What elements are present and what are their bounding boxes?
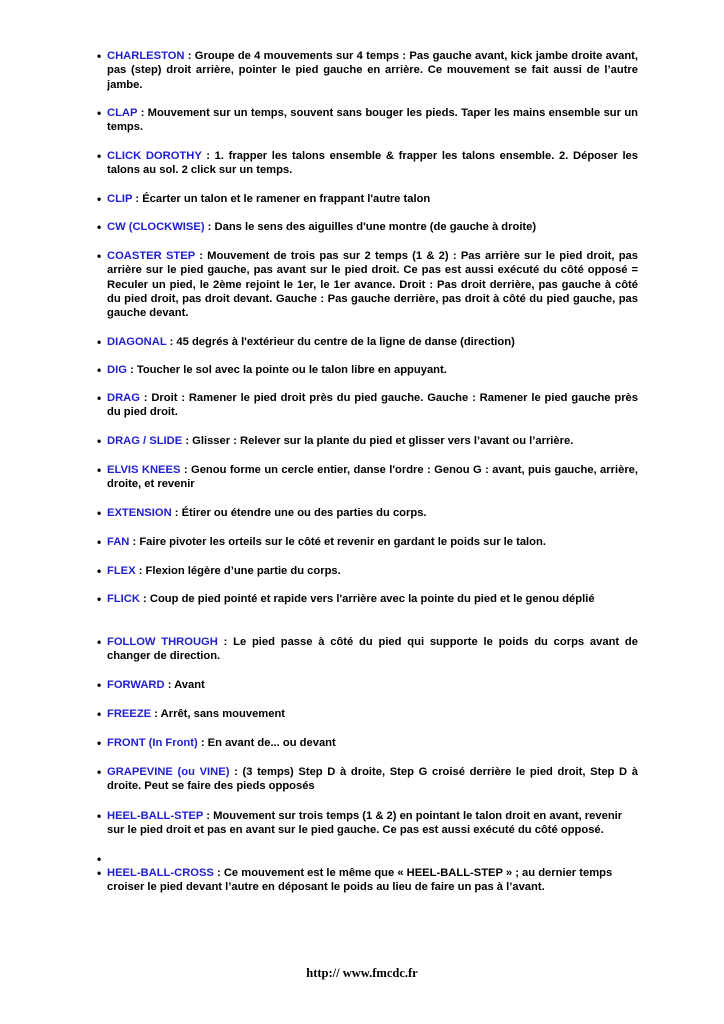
glossary-entry	[97, 220, 638, 234]
bullet: •	[97, 49, 102, 63]
entry-term: DIG	[107, 364, 127, 376]
bullet: •	[97, 635, 102, 649]
bullet: •	[97, 192, 102, 206]
entry-definition: : Ce mouvement est le même que « HEEL-BALL-STEP » ; au dernier temps croiser le pied devant l’autre en déposant le poids au lieu de faire un pas à l’avant.	[107, 867, 613, 894]
entry-definition: : En avant de... ou devant	[197, 737, 336, 749]
entry-definition: : Genou forme un cercle entier, danse l'ordre : Genou G : avant, puis gauche, arrière, droite, et revenir	[107, 464, 638, 491]
glossary-entry	[97, 635, 638, 664]
entry-definition: : Mouvement sur trois temps (1 & 2) en pointant le talon droit en avant, revenir sur le pied droit et pas en avant sur le pied gauche. Ce pas est aussi exécuté du côté opposé.	[107, 810, 623, 837]
entry-definition: : Mouvement sur un temps, souvent sans bouger les pieds. Taper les mains ensemble sur un temps.	[107, 107, 638, 134]
entry-definition: : Droit : Ramener le pied droit près du pied gauche. Gauche : Ramener le pied gauche près du pied droit.	[107, 392, 638, 419]
bullet: •	[97, 220, 102, 234]
entry-definition: : Arrêt, sans mouvement	[151, 708, 286, 720]
bullet: •	[97, 335, 102, 349]
bullet: •	[97, 707, 102, 721]
glossary-entry	[97, 391, 638, 420]
footer-url: http:// www.fmcdc.fr	[306, 966, 418, 980]
entry-term: CLAP	[107, 107, 138, 119]
bullet: •	[97, 592, 102, 606]
bullet: •	[97, 535, 102, 549]
glossary-entry	[97, 335, 638, 349]
glossary-entry	[97, 506, 638, 520]
entry-definition: : Glisser : Relever sur la plante du pied et glisser vers l’avant ou l’arrière.	[182, 435, 574, 447]
bullet: •	[97, 564, 102, 578]
glossary-entry	[97, 564, 638, 578]
entry-term: CLIP	[107, 193, 133, 205]
glossary-entry	[97, 678, 638, 692]
entry-definition: : Flexion légère d’une partie du corps.	[135, 565, 341, 577]
entry-term: CLICK DOROTHY	[107, 150, 202, 162]
entry-definition: : 1. frapper les talons ensemble & frapper les talons ensemble. 2. Déposer les talons au sol. 2 click sur un temps.	[107, 150, 638, 177]
bullet: •	[97, 434, 102, 448]
entry-term: FLEX	[107, 565, 136, 577]
bullet: •	[97, 866, 102, 880]
bullet: •	[97, 249, 102, 263]
entry-definition: : Étirer ou étendre une ou des parties du corps.	[171, 507, 427, 519]
entry-term: COASTER STEP	[107, 250, 195, 262]
bullet: •	[97, 391, 102, 405]
bullet: •	[97, 809, 102, 823]
glossary-entry	[97, 49, 638, 92]
bullet: •	[97, 765, 102, 779]
glossary-entry	[97, 434, 638, 448]
entry-term: EXTENSION	[107, 507, 172, 519]
entry-term: ELVIS KNEES	[107, 464, 181, 476]
entry-term: FLICK	[107, 593, 140, 605]
entry-definition: : Le pied passe à côté du pied qui supporte le poids du corps avant de changer de direction.	[107, 636, 638, 663]
entry-definition: : Dans le sens des aiguilles d'une montre (de gauche à droite)	[204, 221, 537, 233]
entry-term: HEEL-BALL-STEP	[107, 810, 204, 822]
bullet: •	[97, 852, 102, 866]
entry-term: GRAPEVINE (ou VINE)	[107, 766, 230, 778]
entry-definition: : Écarter un talon et le ramener en frappant l'autre talon	[132, 193, 431, 205]
glossary-entry	[97, 592, 638, 606]
entry-definition: : 45 degrés à l'extérieur du centre de la ligne de danse (direction)	[166, 336, 515, 348]
glossary-entry	[97, 809, 638, 838]
glossary-entry	[97, 192, 638, 206]
glossary-entry	[97, 535, 638, 549]
entry-term: CW (CLOCKWISE)	[107, 221, 205, 233]
glossary-entry	[97, 249, 638, 320]
entry-term: FRONT (In Front)	[107, 737, 198, 749]
bullet: •	[97, 463, 102, 477]
entry-term: FORWARD	[107, 679, 165, 691]
entry-definition: : Avant	[164, 679, 205, 691]
glossary-entry	[97, 736, 638, 750]
glossary-entry	[97, 363, 638, 377]
entry-definition: : Faire pivoter les orteils sur le côté et revenir en gardant le poids sur le talon.	[129, 536, 546, 548]
entry-term: FOLLOW THROUGH	[107, 636, 218, 648]
glossary-entry	[97, 149, 638, 178]
glossary-entry	[97, 463, 638, 492]
entry-term: HEEL-BALL-CROSS	[107, 867, 214, 879]
entry-definition: : Coup de pied pointé et rapide vers l'arrière avec la pointe du pied et le genou déplié	[139, 593, 595, 605]
entry-definition: : Toucher le sol avec la pointe ou le talon libre en appuyant.	[126, 364, 447, 376]
entry-definition: : (3 temps) Step D à droite, Step G croisé derrière le pied droit, Step D à droite. Peut se faire des pieds opposés	[107, 766, 638, 793]
entry-definition: : Mouvement de trois pas sur 2 temps (1 & 2) : Pas arrière sur le pied droit, pas arrière sur le pied gauche, pas avant sur le pied droit. Ce pas est aussi exécuté du côté opposé = Reculer un pied, le 2ème rejoint le 1er, le 1er avance. Droit : Pas droit derrière, pas gauche à côté du pied droit, pas droit devant. Gauche : Pas gauche derrière, pas droit à côté du pied gauche, pas gauche devant.	[107, 250, 638, 320]
entry-term: DRAG / SLIDE	[107, 435, 183, 447]
entry-term: FREEZE	[107, 708, 152, 720]
entry-term: FAN	[107, 536, 130, 548]
bullet: •	[97, 106, 102, 120]
glossary-entry	[97, 707, 638, 721]
entry-term: DIAGONAL	[107, 336, 167, 348]
entry-definition: : Groupe de 4 mouvements sur 4 temps : Pas gauche avant, kick jambe droite avant, pas (step) droit arrière, pointer le pied gauche en arrière. Ce mouvement se fait aussi de l’autre jambe.	[107, 50, 638, 91]
glossary-entry	[97, 106, 638, 135]
entry-term: CHARLESTON	[107, 50, 185, 62]
glossary-entry	[97, 866, 638, 895]
bullet: •	[97, 149, 102, 163]
glossary-entry	[97, 765, 638, 794]
entry-term: DRAG	[107, 392, 140, 404]
bullet: •	[97, 506, 102, 520]
bullet: •	[97, 363, 102, 377]
bullet: •	[97, 678, 102, 692]
bullet: •	[97, 736, 102, 750]
